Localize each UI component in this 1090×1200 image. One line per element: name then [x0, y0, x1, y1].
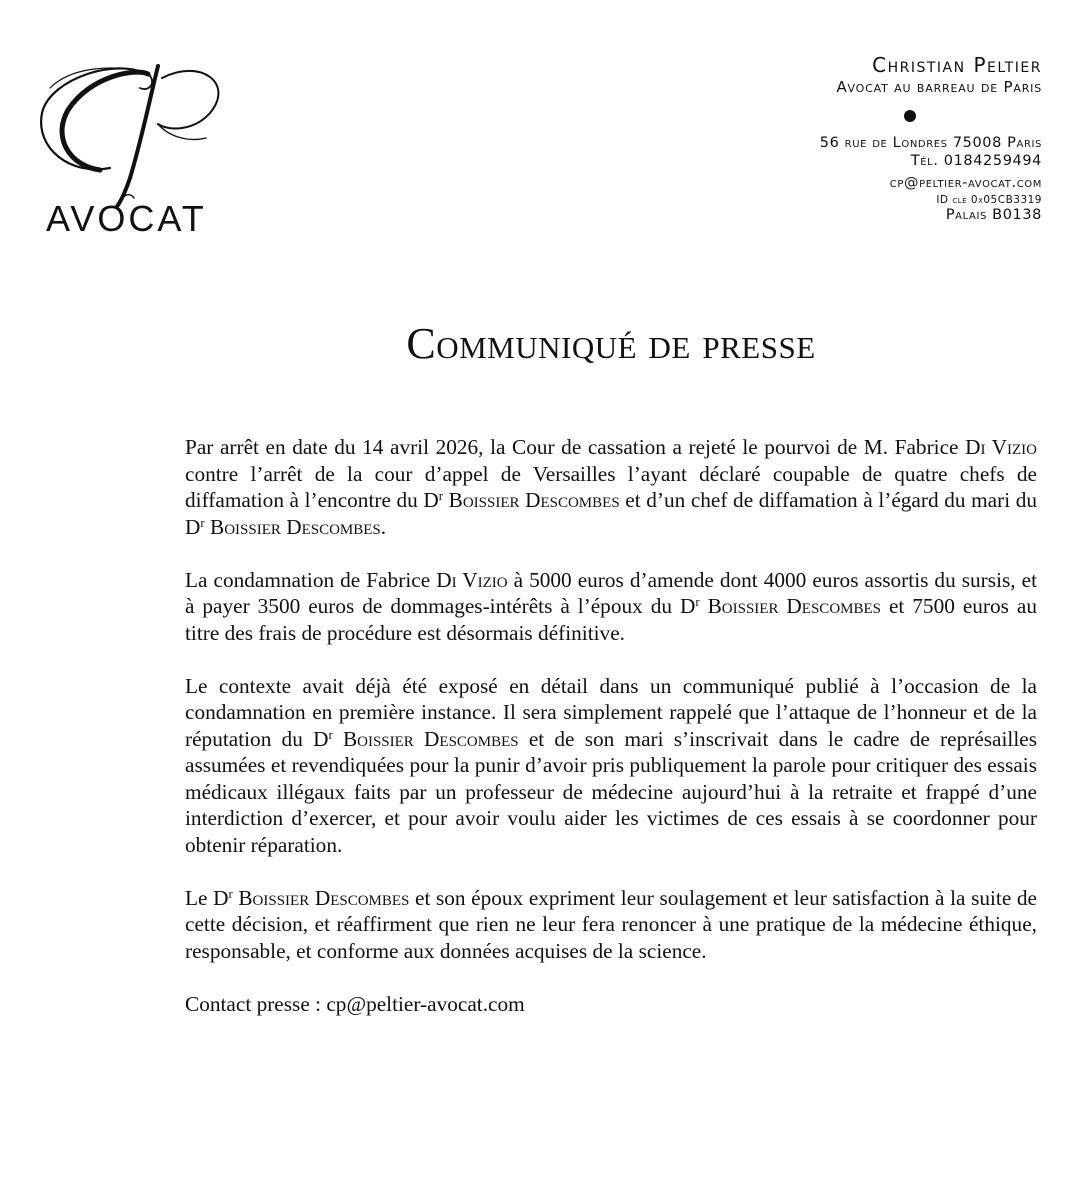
- honorific-sup: r: [228, 886, 233, 901]
- honorific-abbr: D: [213, 885, 229, 910]
- lawyer-name: Christian Peltier: [872, 53, 1042, 77]
- honorific-abbr: D: [185, 514, 201, 539]
- palais: Palais B0138: [945, 207, 1042, 223]
- letterhead: [820, 52, 1042, 224]
- text: et d’un chef de diffamation à l’égard du mari du: [619, 488, 1037, 512]
- cp-monogram-icon: [30, 58, 230, 208]
- logo: [30, 58, 230, 238]
- text: Le: [185, 885, 214, 910]
- honorific-abbr: D: [313, 726, 329, 751]
- address: 56 rue de Londres 75008 Paris: [819, 135, 1042, 151]
- honorific: [185, 515, 205, 539]
- lawyer-title: Avocat au barreau de Paris: [836, 78, 1042, 96]
- text: contre l’arrêt de la cour d’appel de Versailles l’ayant déclaré coupable de quatre chefs de diffamation à l’encontre du: [185, 461, 1037, 512]
- honorific-sup: r: [328, 727, 333, 742]
- honorific: [313, 727, 333, 751]
- paragraph-4: [185, 885, 1037, 965]
- text: .: [380, 514, 387, 539]
- honorific: [680, 594, 700, 618]
- paragraph-1: [185, 434, 1037, 540]
- press-contact[interactable]: Contact presse : cp@peltier-avocat.com: [185, 991, 525, 1016]
- honorific: [423, 488, 443, 512]
- honorific-sup: r: [438, 488, 444, 503]
- paragraph-3: [185, 673, 1037, 859]
- phone: Tél. 0184259494: [910, 153, 1042, 169]
- text: Par arrêt en date du 14 avril 2026, la Cour de cassation a rejeté le pourvoi de M. Fabrice: [185, 435, 966, 459]
- text: La condamnation de Fabrice: [185, 567, 437, 592]
- person-name: Boissier Descombes: [209, 514, 381, 539]
- key-id: ID clé 0x05CB3319: [936, 194, 1042, 206]
- email: cp@peltier-avocat.com: [889, 175, 1042, 191]
- text: à 5000 euros d’amende dont 4000 euros assortis du sursis, et à payer 3500 euros de dommages-intérêts à l’époux du: [185, 567, 1037, 618]
- person-name: Boissier Descombes: [448, 488, 620, 512]
- bullet-dot-icon: [904, 110, 916, 122]
- text: et son époux expriment leur soulagement et leur satisfaction à la suite de cette décision, et réaffirment que rien ne leur fera renoncer à une pratique de la médecine éthique, responsable, et conforme aux données acquises de la science.: [185, 885, 1037, 963]
- page-title: Communiqué de presse: [406, 319, 816, 368]
- honorific-abbr: D: [423, 488, 439, 512]
- honorific-sup: r: [200, 515, 205, 530]
- logo-text: AVOCAT: [46, 198, 207, 239]
- person-name: Boissier Descombes: [238, 885, 410, 910]
- person-name: Boissier Descombes: [342, 726, 519, 751]
- text: et de son mari s’inscrivait dans le cadre de représailles assumées et revendiquées pour la punir d’avoir pris publiquement la parole pour critiquer des essais médicaux illégaux faits par un professeur de médecine aujourd’hui à la retraite et frappé d’une interdiction d’exercer, et pour avoir voulu aider les victimes de ces essais à se coordonner pour obtenir réparation.: [185, 726, 1038, 857]
- text: Le contexte avait déjà été exposé en détail dans un communiqué publié à l’occasion de la condamnation en première instance. Il sera simplement rappelé que l’attaque de l’honneur et de la réputation du: [185, 673, 1037, 751]
- person-name: Boissier Descombes: [707, 594, 881, 618]
- person-name: Di Vizio: [436, 567, 508, 592]
- text: et 7500 euros au titre des frais de procédure est désormais définitive.: [185, 594, 1037, 645]
- person-name: Di Vizio: [965, 435, 1038, 459]
- paragraph-2: [185, 567, 1037, 647]
- honorific: [213, 886, 233, 910]
- press-release-body: [185, 434, 1037, 1044]
- honorific-sup: r: [695, 594, 700, 609]
- honorific-abbr: D: [679, 594, 696, 618]
